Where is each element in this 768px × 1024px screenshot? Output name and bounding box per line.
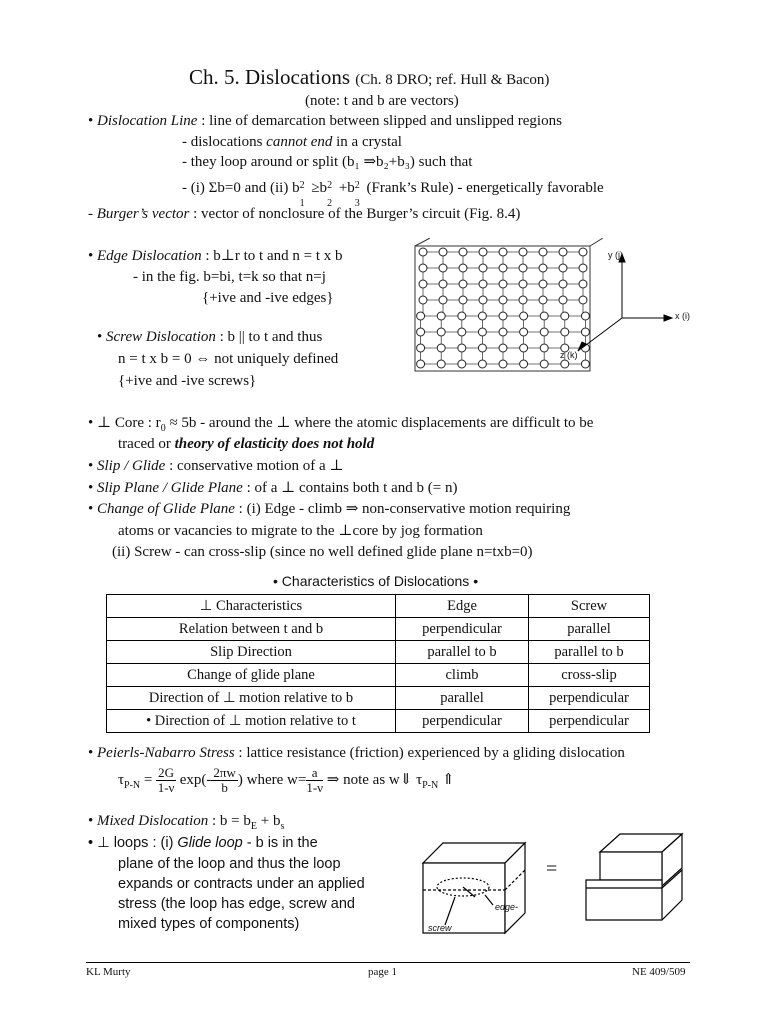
f2-num: 2πw [213,765,236,780]
lattice-atom [540,344,548,352]
title-ref: (Ch. 8 DRO; ref. Hull & Bacon) [355,72,550,88]
sub3-a: - (i) Σb=0 and (ii) b [182,180,300,196]
lattice-atom [499,296,507,304]
lattice-atom [540,328,548,336]
loops-a: • ⊥ loops : (i) [88,835,178,851]
lattice-atom [540,360,548,368]
change-glide-term: Change of Glide Plane [97,501,235,517]
lattice-atom [519,296,527,304]
lattice-atom [519,248,527,256]
sub3-c: +b [335,180,355,196]
exp: exp(- [179,772,212,789]
s3: 3 [354,198,360,209]
table-header-row [107,595,650,618]
sub1-em: cannot end [266,134,333,150]
sq2: 2 [327,180,333,191]
burgers-vector-item [88,205,520,223]
lattice-atom [540,312,548,320]
table-header-cell: Edge [396,595,529,618]
slip-term: Slip / Glide [97,458,166,474]
bullet: • [88,113,94,129]
bullet: • [88,248,94,264]
dislocation-line-sub3 [182,179,604,209]
mixed-a: : b = b [208,813,251,829]
edge-def: : b⊥r to t and n = t x b [201,248,343,264]
bullet: • [88,745,94,761]
f3-num: a [306,766,323,781]
table-cell: Slip Direction [107,641,396,664]
screw-def: : b || to t and thus [215,329,323,345]
sub3-b: ≥b [307,180,328,196]
lattice-atom [417,328,425,336]
footer-rule [86,962,690,963]
lattice-atom [520,360,528,368]
mixed-dislocation-item [88,812,284,833]
bullet: • [88,501,94,517]
slip-plane-term: Slip Plane / Glide Plane [97,480,243,496]
dash: - [88,206,93,222]
slipped-block-figure [582,830,692,925]
sub3-d: (Frank’s Rule) - energetically favorable [362,180,604,196]
lattice-atom [479,280,487,288]
lattice-atom [458,312,466,320]
eq: = [140,772,153,789]
core-line2-a: traced or [118,436,175,452]
lattice-atom [439,280,447,288]
fraction-2piw [211,766,237,796]
sq1: 2 [299,180,305,191]
lattice-atom [437,344,445,352]
characteristics-table [106,594,650,733]
mixed-b: + b [257,813,281,829]
screw-label: screw [428,923,452,933]
f3-den: 1-ν [306,780,324,796]
sq3: 2 [354,180,360,191]
lattice-atom [478,344,486,352]
lattice-atom [519,264,527,272]
lattice-atom [539,296,547,304]
sub1-post: in a crystal [336,134,402,150]
lattice-atom [499,328,507,336]
table-row [107,618,650,641]
loops-line3: expands or contracts under an applied [118,876,365,892]
table-row [107,687,650,710]
lattice-atom [539,248,547,256]
lattice-atom [459,264,467,272]
lattice-atom [520,312,528,320]
note: ⇒ note as w⇓ τ [326,772,423,789]
table-cell: parallel to b [396,641,529,664]
lattice-atom [499,344,507,352]
fraction-2g [156,766,176,796]
title-note: (note: t and b are vectors) [305,93,459,109]
lattice-atom [459,296,467,304]
sub-s: s [280,821,285,832]
dislocation-line-item [88,112,562,130]
table-cell: perpendicular [529,710,650,733]
colon: : [197,113,206,129]
f1-num: 2G [158,765,175,780]
core-line2-b: theory of elasticity does not hold [174,436,375,452]
lattice-atom [439,296,447,304]
lattice-atom [499,248,507,256]
screw-line2: n = t x b = 0 ⇔ not uniquely defined [118,351,339,367]
tau: τ [118,772,125,789]
loops-em: Glide loop [177,835,243,851]
change-glide-def: : (i) Edge - climb ⇒ non-conservative motion requiring [234,501,571,517]
lattice-atom [437,360,445,368]
loops-line2: plane of the loop and thus the loop [118,856,341,872]
lattice-atom [419,280,427,288]
burgers-def: : vector of nonclosure of the Burger’s circuit (Fig. 8.4) [189,206,521,222]
table-row [107,641,650,664]
s1: 1 [299,198,305,209]
loops-b: - b is in the [242,835,318,851]
dislocation-line-def: line of demarcation between slipped and unslipped regions [209,113,562,129]
footer-course: NE 409/509 [632,966,686,978]
table-header-cell: Screw [529,595,650,618]
table-cell: perpendicular [396,618,529,641]
table-row [107,710,650,733]
bullet: • [88,480,94,496]
lattice-atom [458,328,466,336]
screw-line3: {+ive and -ive screws} [118,373,257,389]
footer-page: page 1 [368,966,398,978]
loops-line5: mixed types of components) [118,916,300,932]
lattice-atom [417,344,425,352]
lattice-atom [478,312,486,320]
lattice-atom [417,360,425,368]
lattice-atom [499,280,507,288]
lattice-atom [499,360,507,368]
edge-dislocation-item [88,247,342,265]
lattice-atom [459,280,467,288]
dislocation-line-sub1 [182,133,402,151]
equals-sign: = [546,858,558,880]
bullet: • [97,329,103,345]
lattice-atom [419,264,427,272]
peierls-equation [118,766,455,796]
peierls-term: Peierls-Nabarro Stress [97,745,235,761]
lattice-atom [539,280,547,288]
fraction-a [306,766,323,796]
screw-term: Screw Dislocation [106,329,216,345]
slip-item [88,457,344,475]
note-end: ⇑ [438,772,455,789]
lattice-atom [439,264,447,272]
loops-line1 [88,835,318,852]
lattice-atom [479,296,487,304]
bullet: • [88,458,94,474]
dislocation-line-sub2: - they loop around or split (b₁ ⇒b₂+b₃) such that [182,154,473,170]
table-cell: climb [396,664,529,687]
table-cell: Relation between t and b [107,618,396,641]
table-cell: Direction of ⊥ motion relative to b [107,687,396,710]
close: ) where w= [237,772,307,789]
table-cell: • Direction of ⊥ motion relative to t [107,710,396,733]
core-sub: 0 [160,423,166,434]
lattice-atom [419,248,427,256]
dislocation-line-term: Dislocation Line [97,113,198,129]
core-line2 [118,435,374,453]
loops-line4: stress (the loop has edge, screw and [118,896,355,912]
screw-dislocation-item [97,328,322,346]
lattice-atom [520,328,528,336]
tau-sub: P-N [124,780,141,792]
table-row [107,664,650,687]
edge-label: edge- [495,902,519,912]
lattice-atom [437,328,445,336]
lattice-atom [458,360,466,368]
sub1-pre: - dislocations [182,134,263,150]
change-glide-line3: (ii) Screw - can cross-slip (since no well defined glide plane n=txb=0) [112,544,533,560]
peierls-def: : lattice resistance (friction) experienced by a gliding dislocation [234,745,625,761]
burgers-term: Burger’s vector [96,206,190,222]
edge-line2: - in the fig. b=bi, t=k so that n=j [133,269,326,285]
lattice-atom [479,248,487,256]
sub-e: E [250,821,257,832]
axis-z-label: z (k) [560,350,578,360]
lattice-atom [437,312,445,320]
lattice-atom [520,344,528,352]
core-a: • ⊥ Core : r [88,415,161,431]
lattice-atom [458,344,466,352]
lattice-atom [439,248,447,256]
slip-plane-item [88,479,457,497]
title-main: Ch. 5. Dislocations [189,65,350,89]
change-glide-item [88,500,570,518]
s2: 2 [327,198,333,209]
peierls-item [88,744,625,762]
table-caption: • Characteristics of Dislocations • [273,573,479,589]
edge-line3: {+ive and -ive edges} [202,290,334,306]
lattice-atom [539,264,547,272]
lattice-atom [519,280,527,288]
table-cell: Change of glide plane [107,664,396,687]
core-b: ≈ 5b - around the ⊥ where the atomic displacements are difficult to be [165,415,594,431]
table-cell: parallel [396,687,529,710]
axis-y-label: y (j) [608,250,623,260]
f2-den: b [221,780,228,796]
lattice-atom [419,296,427,304]
note-sub: P-N [422,780,439,792]
table-cell: perpendicular [396,710,529,733]
lattice-atom [459,248,467,256]
lattice-atom [478,328,486,336]
change-glide-line2: atoms or vacancies to migrate to the ⊥core by jog formation [118,523,483,539]
table-cell: perpendicular [529,687,650,710]
lattice-atom [499,264,507,272]
bullet: • [88,813,94,829]
slip-plane-def: : of a ⊥ contains both t and b (= n) [242,480,458,496]
table-header-cell: ⊥ Characteristics [107,595,396,618]
lattice-atom [479,264,487,272]
lattice-atom [478,360,486,368]
edge-term: Edge Dislocation [97,248,202,264]
table-cell: parallel to b [529,641,650,664]
core-line1 [88,414,593,435]
table-cell: parallel [529,618,650,641]
slip-def: : conservative motion of a ⊥ [165,458,344,474]
page-title [189,65,549,90]
mixed-term: Mixed Dislocation [97,813,209,829]
axis-x-label: x (i) [675,311,690,321]
f1-den: 1-ν [157,780,175,796]
lattice-atom [499,312,507,320]
lattice-atom [417,312,425,320]
table-cell: cross-slip [529,664,650,687]
footer-author: KL Murty [86,966,131,978]
